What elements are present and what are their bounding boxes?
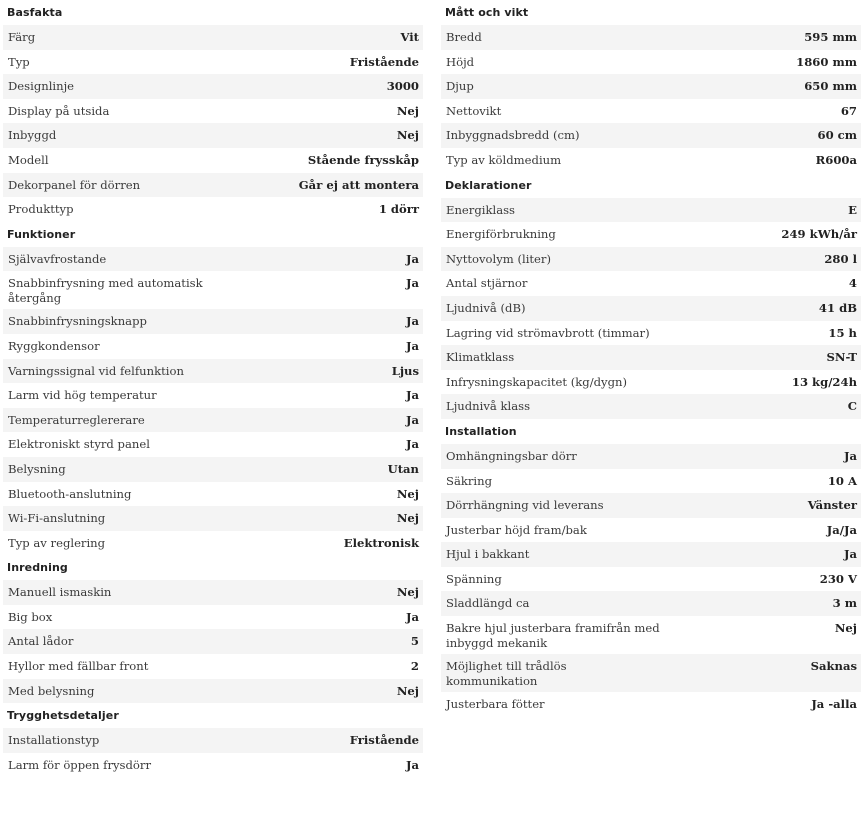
spec-label: Wi-Fi-anslutning: [8, 511, 106, 526]
spec-label: Manuell ismaskin: [8, 585, 112, 600]
spec-value: Går ej att montera: [298, 177, 419, 192]
spec-row: [3, 457, 423, 482]
spec-row: [441, 493, 861, 518]
spec-label: Varningssignal vid felfunktion: [8, 363, 184, 378]
spec-value: Ljus: [391, 363, 419, 378]
section-title: Basfakta: [7, 6, 63, 19]
spec-row: [441, 394, 861, 419]
spec-section-funktioner: [3, 222, 423, 556]
spec-row: [3, 197, 423, 222]
spec-label: Färg: [8, 30, 36, 44]
spec-value: Fristående: [349, 54, 419, 69]
spec-value: Nej: [396, 683, 419, 698]
spec-label: Höjd: [446, 54, 475, 69]
spec-label: Sladdlängd ca: [446, 596, 530, 611]
spec-row: [441, 99, 861, 124]
spec-row: [441, 345, 861, 370]
spec-row: [3, 383, 423, 408]
spec-value: Fristående: [349, 733, 419, 748]
spec-value: 1 dörr: [378, 202, 419, 217]
left-spec-column: [3, 0, 423, 777]
spec-row: [3, 173, 423, 198]
section-title: Inredning: [7, 561, 68, 575]
spec-label: Energiförbrukning: [446, 227, 556, 242]
spec-value: Ja: [406, 276, 419, 291]
spec-value: Stående frysskåp: [307, 152, 419, 167]
spec-section-deklarationer: [441, 173, 861, 419]
spec-section-basfakta: [3, 0, 423, 222]
spec-row: [441, 321, 861, 346]
spec-row: [3, 482, 423, 507]
spec-row: [441, 148, 861, 173]
section-title: Funktioner: [7, 227, 76, 241]
spec-label: Lagring vid strömavbrott (timmar): [446, 325, 650, 340]
spec-label: Big box: [8, 609, 53, 624]
spec-value: 3 m: [832, 596, 857, 611]
spec-value: Saknas: [810, 659, 857, 674]
spec-value: R600a: [815, 152, 857, 167]
spec-value: Utan: [387, 461, 419, 476]
spec-row: [441, 370, 861, 395]
spec-row: [3, 99, 423, 124]
spec-label: Snabbinfrysning med automatisk återgång: [8, 276, 203, 306]
spec-value: 3000: [386, 79, 419, 94]
spec-label: Bredd: [446, 30, 482, 44]
spec-row: [3, 654, 423, 679]
spec-value: Ja: [844, 448, 857, 463]
spec-value: Ja: [406, 388, 419, 403]
spec-value: Nej: [396, 511, 419, 526]
spec-row: [3, 580, 423, 605]
spec-row: [441, 247, 861, 272]
spec-row: [3, 25, 423, 50]
spec-value: 1860 mm: [796, 54, 857, 69]
spec-value: 4: [848, 276, 857, 291]
spec-value: Vit: [400, 30, 419, 44]
spec-label: Typ av reglering: [8, 535, 106, 550]
spec-label: Nyttovolym (liter): [446, 251, 551, 266]
spec-row: [441, 271, 861, 296]
spec-value: Nej: [396, 103, 419, 118]
spec-value: Ja: [406, 437, 419, 452]
spec-value: Elektronisk: [343, 535, 419, 550]
spec-row: [441, 591, 861, 616]
spec-value: E: [848, 202, 857, 217]
spec-label: Hyllor med fällbar front: [8, 659, 149, 674]
section-title: Trygghetsdetaljer: [7, 709, 119, 723]
spec-value: 2: [410, 659, 419, 674]
spec-label: Ljudnivå klass: [446, 399, 531, 414]
spec-value: 280 l: [824, 251, 857, 266]
spec-label: Klimatklass: [446, 350, 515, 365]
spec-label: Larm vid hög temperatur: [8, 388, 157, 403]
spec-row: [441, 542, 861, 567]
spec-value: 60 cm: [817, 128, 857, 143]
spec-label: Installationstyp: [8, 733, 100, 748]
spec-label: Djup: [446, 79, 474, 94]
spec-value: Vänster: [807, 498, 857, 513]
spec-row: [441, 50, 861, 75]
spec-label: Antal stjärnor: [446, 276, 528, 291]
spec-label: Möjlighet till trådlös kommunikation: [446, 659, 567, 689]
spec-label: Display på utsida: [8, 103, 110, 118]
spec-value: 15 h: [828, 325, 857, 340]
spec-value: 595 mm: [804, 30, 857, 44]
spec-label: Inbyggd: [8, 128, 57, 143]
spec-value: Ja: [406, 338, 419, 353]
spec-row: [441, 692, 861, 717]
spec-value: Ja: [844, 547, 857, 562]
spec-section-installation: [441, 419, 861, 717]
section-title: Mått och vikt: [445, 6, 529, 19]
spec-row: [3, 605, 423, 630]
spec-label: Typ av köldmedium: [446, 152, 562, 167]
spec-value: 67: [840, 103, 857, 118]
spec-section-matt-och-vikt: [441, 0, 861, 173]
spec-row: [441, 469, 861, 494]
spec-value: Ja: [406, 314, 419, 329]
spec-row: [441, 616, 861, 654]
spec-label: Nettovikt: [446, 103, 502, 118]
spec-label: Antal lådor: [8, 634, 74, 649]
spec-row: [3, 753, 423, 778]
spec-label: Elektroniskt styrd panel: [8, 437, 150, 452]
spec-label: Produkttyp: [8, 202, 74, 217]
spec-label: Inbyggnadsbredd (cm): [446, 128, 580, 143]
spec-value: Nej: [396, 585, 419, 600]
spec-row: [441, 296, 861, 321]
spec-label: Temperaturreglererare: [8, 412, 145, 427]
spec-label: Designlinje: [8, 79, 75, 94]
spec-value: Ja: [406, 412, 419, 427]
spec-row: [3, 629, 423, 654]
spec-value: Ja -alla: [811, 697, 857, 712]
spec-row: [3, 506, 423, 531]
spec-label: Säkring: [446, 473, 493, 488]
spec-value: Ja/Ja: [826, 522, 857, 537]
spec-label: Justerbara fötter: [446, 697, 545, 712]
spec-value: Nej: [396, 486, 419, 501]
spec-row: [3, 50, 423, 75]
spec-label: Snabbinfrysningsknapp: [8, 314, 147, 329]
spec-label: Spänning: [446, 571, 502, 586]
spec-label: Modell: [8, 152, 49, 167]
spec-row: [3, 408, 423, 433]
spec-value: 249 kWh/år: [781, 227, 857, 242]
spec-value: Ja: [406, 609, 419, 624]
spec-label: Dekorpanel för dörren: [8, 177, 141, 192]
spec-section-trygghetsdetaljer: [3, 703, 423, 777]
spec-value: Nej: [834, 621, 857, 636]
right-spec-column: [441, 0, 861, 717]
spec-label: Justerbar höjd fram/bak: [446, 522, 587, 537]
spec-value: Nej: [396, 128, 419, 143]
spec-label: Energiklass: [446, 202, 516, 217]
spec-label: Hjul i bakkant: [446, 547, 530, 562]
spec-value: C: [847, 399, 857, 414]
spec-row: [3, 271, 423, 309]
spec-section-inredning: [3, 555, 423, 703]
spec-label: Typ: [8, 54, 30, 69]
spec-row: [441, 444, 861, 469]
spec-value: 13 kg/24h: [791, 374, 857, 389]
spec-label: Bakre hjul justerbara framifrån med inbyggd mekanik: [446, 621, 660, 651]
spec-row: [3, 334, 423, 359]
spec-label: Dörrhängning vid leverans: [446, 498, 604, 513]
spec-row: [441, 654, 861, 692]
spec-row: [3, 123, 423, 148]
spec-row: [3, 359, 423, 384]
spec-row: [3, 728, 423, 753]
spec-label: Belysning: [8, 461, 66, 476]
spec-label: Larm för öppen frysdörr: [8, 757, 151, 772]
spec-label: Ljudnivå (dB): [446, 300, 526, 315]
spec-value: 650 mm: [804, 79, 857, 94]
spec-row: [441, 567, 861, 592]
spec-row: [441, 74, 861, 99]
spec-row: [441, 518, 861, 543]
spec-value: 5: [410, 634, 419, 649]
spec-row: [3, 148, 423, 173]
spec-value: 41 dB: [818, 300, 857, 315]
spec-row: [3, 247, 423, 272]
spec-row: [3, 531, 423, 556]
spec-row: [3, 74, 423, 99]
spec-row: [441, 25, 861, 50]
spec-label: Med belysning: [8, 683, 95, 698]
spec-row: [3, 432, 423, 457]
section-title: Installation: [445, 424, 517, 438]
spec-row: [3, 679, 423, 704]
spec-value: 10 A: [827, 473, 857, 488]
spec-row: [441, 123, 861, 148]
spec-value: 230 V: [819, 571, 857, 586]
spec-label: Infrysningskapacitet (kg/dygn): [446, 374, 627, 389]
spec-row: [441, 222, 861, 247]
section-title: Deklarationer: [445, 178, 532, 192]
spec-value: Ja: [406, 251, 419, 266]
spec-label: Självavfrostande: [8, 251, 107, 266]
spec-label: Ryggkondensor: [8, 338, 100, 353]
spec-value: Ja: [406, 757, 419, 772]
spec-value: SN-T: [826, 350, 857, 365]
spec-label: Omhängningsbar dörr: [446, 448, 577, 463]
spec-label: Bluetooth-anslutning: [8, 486, 132, 501]
spec-row: [3, 309, 423, 334]
spec-row: [441, 198, 861, 223]
